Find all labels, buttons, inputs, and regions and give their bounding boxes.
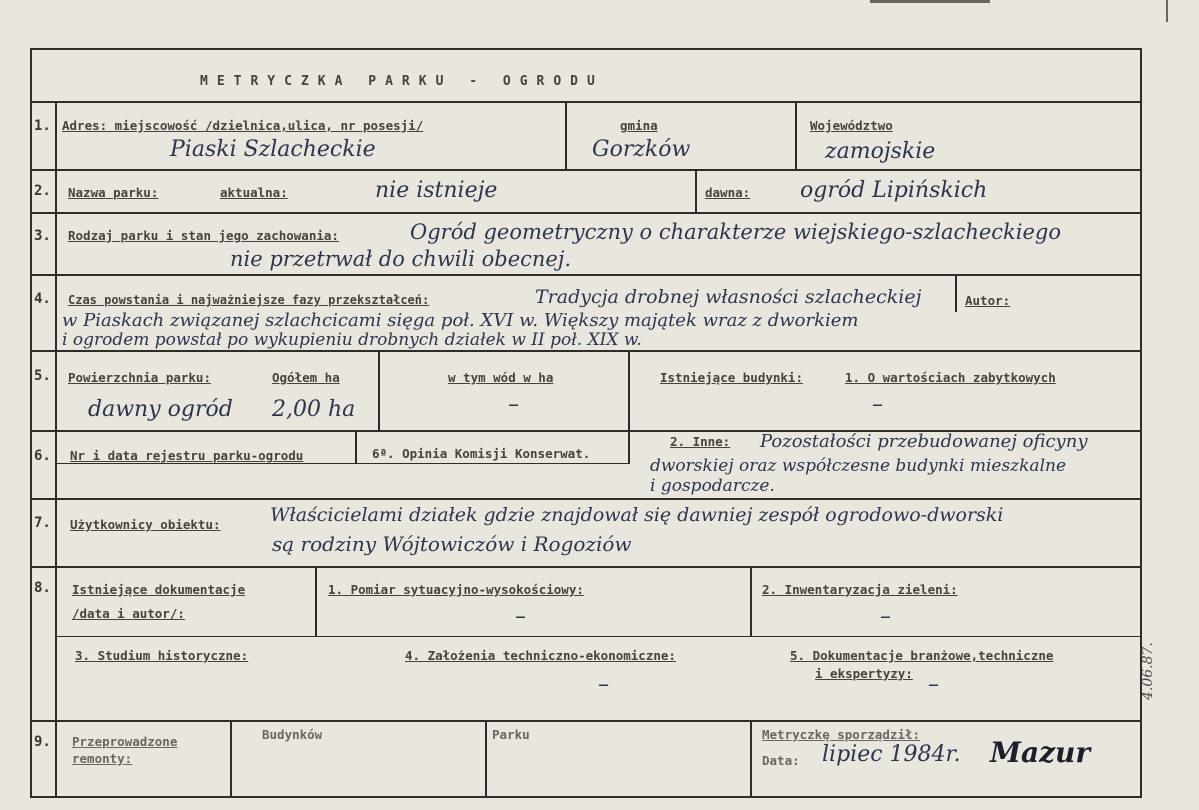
park-type-value-line1: Ogród geometryczny o charakterze wiejskiego-szlacheckiego	[410, 220, 1061, 244]
frame-top	[30, 48, 1142, 50]
cell-divider	[628, 430, 630, 464]
area-label: Powierzchnia parku:	[68, 370, 211, 385]
row-number: 1.	[34, 118, 51, 134]
cell-divider	[485, 720, 487, 796]
former-name-value: ogród Lipińskich	[800, 178, 988, 203]
area-value: dawny ogród	[88, 397, 233, 422]
row-divider	[30, 498, 1142, 500]
buildings-label: Istniejące budynki:	[660, 370, 803, 385]
row-number: 4.	[34, 291, 51, 307]
cell-divider	[695, 169, 697, 212]
historic-buildings-value: –	[872, 392, 883, 417]
cell-divider	[55, 636, 1140, 637]
history-value-line3: i ogrodem powstał po wykupieniu drobnych działek w II poł. XIX w.	[62, 330, 642, 350]
frame-bottom	[30, 796, 1142, 798]
greenery-inventory-label: 2. Inwentaryzacja zieleni:	[762, 582, 958, 597]
water-area-label: w tym wód w ha	[448, 370, 554, 385]
current-name-label: aktualna:	[220, 185, 288, 200]
frame-left	[30, 48, 32, 798]
total-area-value: 2,00 ha	[272, 397, 356, 422]
row-divider	[30, 566, 1142, 568]
prepared-by-label: Metryczkę sporządził:	[762, 727, 921, 742]
park-type-value-line2: nie przetrwał do chwili obecnej.	[230, 247, 572, 271]
wojewodztwo-value: zamojskie	[825, 139, 936, 164]
row-number: 3.	[34, 228, 51, 244]
register-label: Nr i data rejestru parku-ogrodu	[70, 448, 304, 463]
renovations-park-label: Parku	[492, 727, 530, 742]
former-name-label: dawna:	[705, 185, 751, 200]
cell-divider	[378, 350, 380, 430]
cell-divider	[955, 274, 957, 312]
branch-docs-label-1: 5. Dokumentacje branżowe,techniczne	[790, 648, 1054, 663]
historic-buildings-label: 1. O wartościach zabytkowych	[845, 370, 1056, 385]
row-divider	[30, 169, 1142, 171]
users-value-line2: są rodziny Wójtowiczów i Rogoziów	[272, 532, 632, 556]
branch-docs-label-2: i ekspertyzy:	[815, 666, 913, 681]
history-label: Czas powstania i najważniejsze fazy przekształceń:	[68, 293, 430, 307]
row-divider	[30, 720, 1142, 722]
cell-divider	[795, 101, 797, 169]
date-label: Data:	[762, 753, 800, 768]
number-divider	[55, 274, 57, 350]
other-buildings-label: 2. Inne:	[670, 434, 731, 449]
number-divider	[55, 720, 57, 796]
current-name-value: nie istnieje	[375, 178, 498, 203]
cell-divider	[628, 350, 630, 430]
other-buildings-line1: Pozostałości przebudowanej oficyny	[760, 431, 1088, 452]
users-label: Użytkownicy obiektu:	[70, 517, 221, 532]
cell-divider	[315, 566, 317, 636]
cell-divider	[565, 101, 567, 169]
top-right-mark	[1166, 0, 1168, 22]
gmina-label: gmina	[620, 118, 658, 133]
margin-note: 4.06.87.	[1140, 642, 1156, 700]
docs-label-1: Istniejące dokumentacje	[72, 582, 246, 597]
cell-underline	[55, 463, 628, 464]
number-divider	[55, 430, 57, 498]
number-divider	[55, 350, 57, 430]
technical-assumptions-label: 4. Założenia techniczno-ekonomiczne:	[405, 648, 676, 663]
number-divider	[55, 101, 57, 169]
row-divider	[30, 101, 1142, 103]
other-buildings-line2: dworskiej oraz współczesne budynki mieszkalne	[650, 456, 1067, 476]
row-number: 2.	[34, 183, 51, 199]
address-label: Adres: miejscowość /dzielnica,ulica, nr posesji/	[62, 118, 424, 133]
branch-docs-value: –	[928, 672, 939, 697]
total-area-label: Ogółem ha	[272, 370, 340, 385]
renovations-label-1: Przeprowadzone	[72, 734, 178, 749]
opinion-label: 6ª. Opinia Komisji Konserwat.	[372, 446, 591, 461]
row-divider	[30, 350, 1142, 352]
row-number: 6.	[34, 448, 51, 464]
technical-assumptions-value: –	[598, 672, 609, 697]
users-value-line1: Właścicielami działek gdzie znajdował się dawniej zespół ogrodowo-dworski	[270, 504, 1004, 526]
number-divider	[55, 212, 57, 274]
gmina-value: Gorzków	[592, 137, 691, 162]
history-study-label: 3. Studium historyczne:	[75, 648, 249, 663]
measurement-value: –	[515, 604, 526, 629]
renovations-buildings-label: Budynków	[262, 727, 323, 742]
address-value: Piaski Szlacheckie	[170, 137, 376, 162]
date-value: lipiec 1984r.	[822, 742, 961, 767]
other-buildings-line3: i gospodarcze.	[650, 476, 775, 496]
wojewodztwo-label: Województwo	[810, 118, 893, 133]
water-area-value: –	[508, 392, 519, 417]
park-name-label: Nazwa parku:	[68, 185, 159, 200]
history-value-line1: Tradycja drobnej własności szlacheckiej	[535, 286, 922, 308]
number-divider	[55, 498, 57, 566]
docs-label-2: /data i autor/:	[72, 606, 185, 621]
renovations-label-2: remonty:	[72, 751, 133, 766]
row-number: 9.	[34, 734, 51, 750]
history-value-line2: w Piaskach związanej szlachcicami sięga poł. XVI w. Większy majątek wraz z dworkiem	[62, 310, 859, 331]
row-number: 8.	[34, 580, 51, 596]
park-type-label: Rodzaj parku i stan jego zachowania:	[68, 228, 339, 243]
signature: Mazur	[990, 736, 1091, 769]
author-label: Autor:	[965, 293, 1011, 308]
cell-divider	[355, 430, 357, 464]
row-divider	[30, 274, 1142, 276]
page-title: METRYCZKA PARKU - OGRODU	[200, 74, 604, 89]
cell-divider	[750, 720, 752, 796]
number-divider	[55, 566, 57, 720]
measurement-label: 1. Pomiar sytuacyjno-wysokościowy:	[328, 582, 584, 597]
cell-divider	[230, 720, 232, 796]
cell-divider	[750, 566, 752, 636]
number-divider	[55, 169, 57, 212]
row-number: 7.	[34, 515, 51, 531]
row-number: 5.	[34, 368, 51, 384]
greenery-inventory-value: –	[880, 604, 891, 629]
row-divider	[30, 212, 1142, 214]
top-edge-mark	[870, 0, 990, 3]
